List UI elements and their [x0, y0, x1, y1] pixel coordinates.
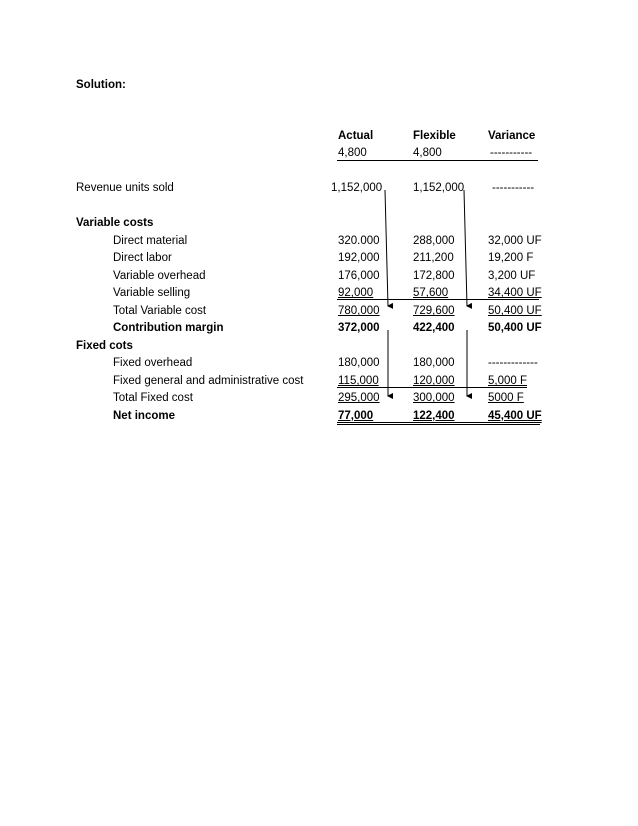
vc-flexible: 288,000 — [413, 235, 455, 247]
solution-title: Solution: — [76, 79, 126, 91]
vc-label: Variable overhead — [113, 270, 206, 282]
units-variance: ----------- — [490, 147, 533, 159]
vc-variance: 3,200 UF — [488, 270, 536, 282]
header-variance: Variance — [488, 130, 536, 142]
fc-actual: 295,000 — [338, 392, 380, 404]
fc-label: Fixed general and administrative cost — [113, 375, 304, 387]
revenue-label: Revenue units sold — [76, 182, 174, 194]
net-income-variance: 45,400 UF — [488, 410, 542, 422]
vc-variance: 50,400 UF — [488, 305, 542, 317]
revenue-variance: ----------- — [492, 182, 535, 194]
contribution-label: Contribution margin — [113, 322, 224, 334]
vc-actual: 320.000 — [338, 235, 380, 247]
contribution-actual: 372,000 — [338, 322, 380, 334]
vc-variance: 19,200 F — [488, 252, 534, 264]
variable-costs-heading: Variable costs — [76, 217, 154, 229]
fc-flexible: 180,000 — [413, 357, 455, 369]
net-income-actual: 77,000 — [338, 410, 374, 422]
fc-label: Total Fixed cost — [113, 392, 193, 404]
fc-label: Fixed overhead — [113, 357, 193, 369]
header-actual: Actual — [338, 130, 374, 142]
vc-actual: 92,000 — [338, 287, 374, 299]
vc-actual: 192,000 — [338, 252, 380, 264]
vc-label: Variable selling — [113, 287, 191, 299]
arrow-actual-variable — [385, 190, 388, 306]
net-income-label: Net income — [113, 410, 175, 422]
revenue-flexible: 1,152,000 — [413, 182, 465, 194]
vc-label: Direct material — [113, 235, 188, 247]
contribution-variance: 50,400 UF — [488, 322, 542, 334]
vc-actual: 176,000 — [338, 270, 380, 282]
fc-flexible: 120,000 — [413, 375, 455, 387]
vc-variance: 32,000 UF — [488, 235, 542, 247]
vc-flexible: 729,600 — [413, 305, 455, 317]
fc-variance: 5000 F — [488, 392, 524, 404]
fixed-costs-heading: Fixed cots — [76, 340, 133, 352]
fc-actual: 180,000 — [338, 357, 380, 369]
units-flexible: 4,800 — [413, 147, 442, 159]
vc-label: Direct labor — [113, 252, 172, 264]
fc-variance: ------------- — [488, 357, 538, 369]
fc-flexible: 300,000 — [413, 392, 455, 404]
vc-flexible: 57,600 — [413, 287, 449, 299]
vc-flexible: 172,800 — [413, 270, 455, 282]
fc-actual: 115,000 — [338, 375, 379, 387]
units-actual: 4,800 — [338, 147, 367, 159]
vc-variance: 34,400 UF — [488, 287, 542, 299]
vc-flexible: 211,200 — [413, 252, 454, 264]
net-income-flexible: 122,400 — [413, 410, 455, 422]
fc-variance: 5,000 F — [488, 375, 527, 387]
header-flexible: Flexible — [413, 130, 456, 142]
vc-actual: 780,000 — [338, 305, 380, 317]
arrow-flexible-variable — [464, 190, 467, 306]
vc-label: Total Variable cost — [113, 305, 207, 317]
revenue-actual: 1,152,000 — [331, 182, 383, 194]
contribution-flexible: 422,400 — [413, 322, 455, 334]
